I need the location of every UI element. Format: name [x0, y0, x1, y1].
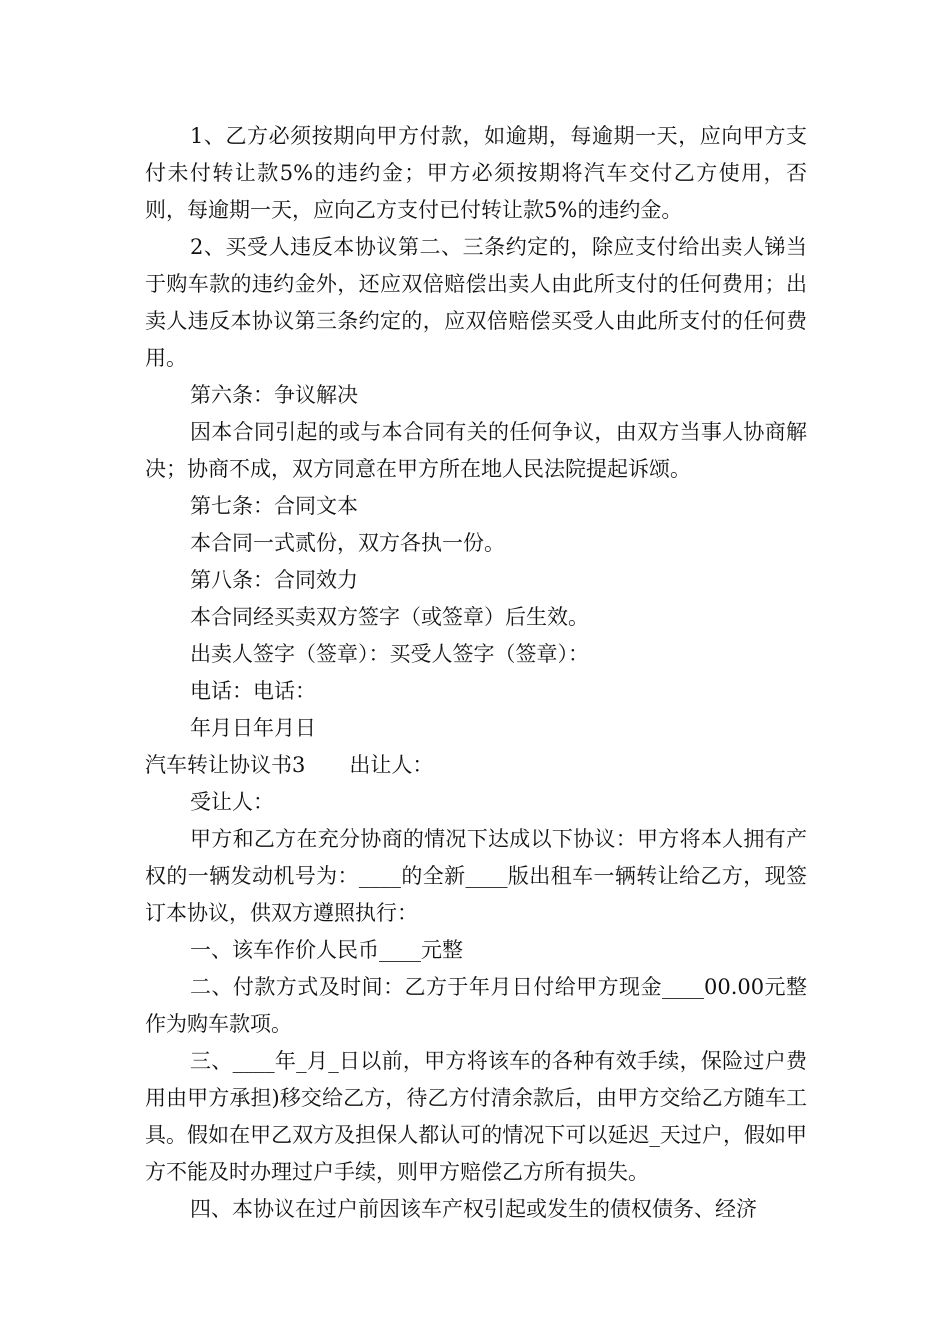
paragraph-liability: 四、本协议在过户前因该车产权引起或发生的债权债务、经济: [190, 1197, 757, 1221]
section-title-row: [145, 747, 807, 784]
paragraph-dispute-resolution: 因本合同引起的或与本合同有关的任何争议，由双方当事人协商解决；协商不成，双方同意在甲方所在地人民法院提起诉颂。: [145, 420, 807, 481]
heading-article-7: 第七条：合同文本: [190, 494, 358, 518]
section-title: 汽车转让协议书3: [145, 753, 306, 777]
signature-line: 出卖人签字（签章）：买受人签字（签章）：: [190, 642, 589, 666]
heading-article-6: 第六条：争议解决: [190, 383, 358, 407]
phone-line: 电话：电话：: [190, 679, 316, 703]
paragraph-price: 一、该车作价人民币____元整: [190, 938, 463, 962]
transferee-label: 受让人：: [190, 790, 274, 814]
paragraph-contract-effect: 本合同经买卖双方签字（或签章）后生效。: [190, 605, 589, 629]
paragraph-agreement-intro: 甲方和乙方在充分协商的情况下达成以下协议：甲方将本人拥有产权的一辆发动机号为：____的全新____版出租车一辆转让给乙方，现签订本协议，供双方遵照执行：: [145, 827, 807, 925]
paragraph-transfer-procedure: 三、____年_月_日以前，甲方将该车的各种有效手续，保险过户费用由甲方承担)移交给乙方，待乙方付清余款后，由甲方交给乙方随车工具。假如在甲乙双方及担保人都认可的情况下可以延迟_天过户，假如甲方不能及时办理过户手续，则甲方赔偿乙方所有损失。: [145, 1049, 807, 1184]
document-page: [145, 118, 807, 1228]
transferor-label: 出让人：: [349, 753, 434, 777]
paragraph-penalty-clause-1: 1、乙方必须按期向甲方付款，如逾期，每逾期一天，应向甲方支付未付转让款5%的违约金；甲方必须按期将汽车交付乙方使用，否则，每逾期一天，应向乙方支付已付转让款5%的违约金。: [145, 124, 807, 222]
paragraph-contract-copies: 本合同一式贰份，双方各执一份。: [190, 531, 505, 555]
paragraph-penalty-clause-2: 2、买受人违反本协议第二、三条约定的，除应支付给出卖人锑当于购车款的违约金外，还应双倍赔偿出卖人由此所支付的任何费用；出卖人违反本协议第三条约定的，应双倍赔偿买受人由此所支付的任何费用。: [145, 235, 807, 370]
date-line: 年月日年月日: [190, 716, 316, 740]
heading-article-8: 第八条：合同效力: [190, 568, 358, 592]
paragraph-payment: 二、付款方式及时间：乙方于年月日付给甲方现金____00.00元整作为购车款项。: [145, 975, 807, 1036]
